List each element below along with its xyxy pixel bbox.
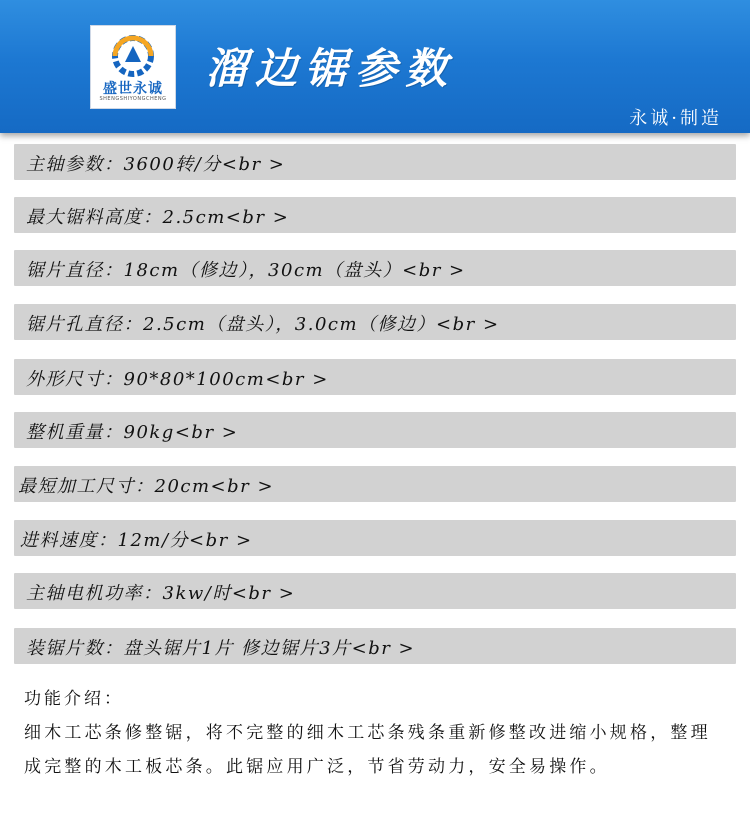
- param-text: 主轴参数：3600转/分<br >: [26, 154, 286, 175]
- param-row-blade-diameter: [14, 250, 736, 286]
- gear-logo-icon: [105, 32, 161, 78]
- brand-tagline: 永诚·制造: [629, 108, 722, 129]
- param-text: 装锯片数：盘头锯片1片 修边锯片3片<br >: [26, 638, 416, 659]
- page-title: 溜边锯参数: [205, 44, 456, 93]
- param-row-weight: [14, 412, 736, 448]
- logo-text-en: SHENGSHIYONGCHENG: [99, 96, 167, 102]
- param-text: 最短加工尺寸：20cm<br >: [18, 476, 275, 497]
- company-logo: [90, 25, 176, 109]
- param-row-blade-count: [14, 628, 736, 664]
- param-row-dimensions: [14, 359, 736, 395]
- param-text: 进料速度：12m/分<br >: [20, 530, 253, 551]
- param-text: 主轴电机功率：3kw/时<br >: [26, 583, 296, 604]
- intro-heading: 功能介绍：: [24, 689, 124, 709]
- param-row-feed-speed: [14, 520, 736, 556]
- intro-paragraph: 细木工芯条修整锯，将不完整的细木工芯条残条重新修整改进缩小规格，整理成完整的木工板芯条。此锯应用广泛，节省劳动力，安全易操作。: [24, 723, 711, 777]
- param-row-spindle-speed: [14, 144, 736, 180]
- param-row-min-size: [14, 466, 736, 502]
- param-text: 整机重量：90kg<br >: [26, 422, 239, 443]
- header-banner: [0, 0, 750, 133]
- param-row-motor-power: [14, 573, 736, 609]
- logo-text-cn: 盛世永诚: [103, 81, 163, 97]
- param-text: 锯片孔直径：2.5cm（盘头），3.0cm（修边）<br >: [26, 314, 500, 335]
- param-text: 外形尺寸：90*80*100cm<br >: [26, 369, 329, 390]
- param-text: 锯片直径：18cm（修边），30cm（盘头）<br >: [26, 260, 466, 281]
- param-text: 最大锯料高度：2.5cm<br >: [26, 207, 290, 228]
- param-row-blade-bore: [14, 304, 736, 340]
- param-row-max-height: [14, 197, 736, 233]
